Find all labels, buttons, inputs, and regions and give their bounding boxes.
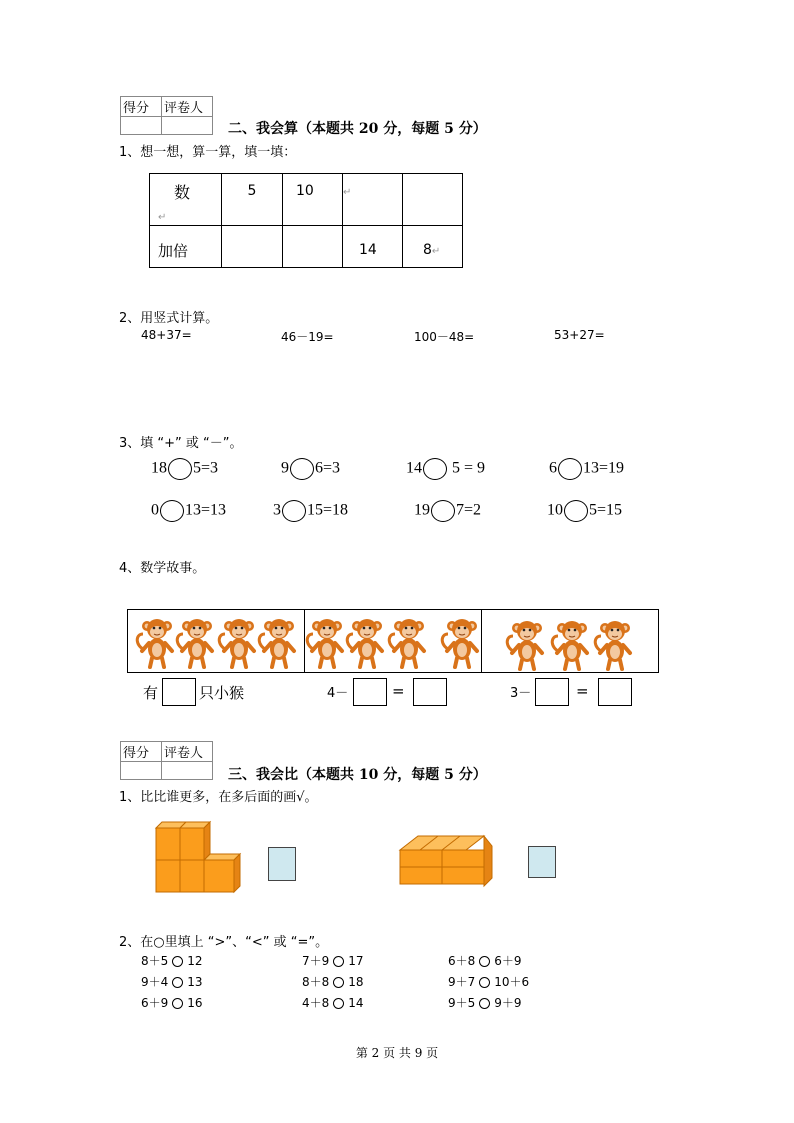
fill-sign-item: 14 5 = 9 (406, 458, 485, 480)
expr2-label: 3－ (510, 686, 532, 701)
compare-item: 9＋4 13 (141, 975, 203, 989)
answer-box[interactable] (413, 678, 447, 706)
fill-sign-item: 3 15=18 (273, 500, 348, 522)
score-box (120, 741, 213, 780)
score-cell[interactable] (121, 117, 162, 135)
compare-circle[interactable] (333, 956, 344, 967)
number-cell[interactable] (403, 174, 463, 226)
equals-sign: = (576, 682, 589, 700)
calc-item: 48+37= (141, 328, 192, 342)
equals-sign: = (392, 682, 405, 700)
cube-stack-right (396, 832, 496, 892)
double-cell: 14 (343, 226, 403, 268)
double-cell[interactable] (283, 226, 343, 268)
page-footer: 第 2 页 共 9 页 (355, 1046, 439, 1060)
fill-sign-item: 9 6=3 (281, 458, 340, 480)
monkeys-label: 只小猴 (199, 684, 245, 702)
q2-prompt: 2、用竖式计算。 (119, 311, 219, 326)
doubling-table (149, 173, 463, 268)
fill-sign-item: 6 13=19 (549, 458, 624, 480)
s3-q2-prompt: 2、在○里填上 “>”、“<” 或 “=”。 (119, 935, 329, 950)
sign-oval[interactable] (431, 500, 455, 522)
answer-box-right[interactable] (528, 846, 556, 878)
grader-cell[interactable] (162, 762, 213, 780)
score-box (120, 96, 213, 135)
compare-circle[interactable] (333, 977, 344, 988)
sign-oval[interactable] (282, 500, 306, 522)
double-cell: 8↵ (403, 226, 463, 268)
compare-circle[interactable] (172, 998, 183, 1009)
compare-item: 4＋8 14 (302, 996, 364, 1010)
answer-box[interactable] (353, 678, 387, 706)
number-cell: 10 (283, 174, 343, 226)
section-2-title: 二、我会算（本题共 20 分，每题 5 分） (228, 121, 487, 137)
header-cell-number: 数 ↵ (150, 174, 222, 226)
sign-oval[interactable] (160, 500, 184, 522)
fill-sign-item: 18 5=3 (151, 458, 218, 480)
double-cell[interactable] (222, 226, 283, 268)
compare-item: 6＋9 16 (141, 996, 203, 1010)
compare-item: 7＋9 17 (302, 954, 364, 968)
score-label: 得分 (121, 97, 162, 117)
fill-sign-item: 19 7=2 (414, 500, 481, 522)
sign-oval[interactable] (290, 458, 314, 480)
sign-oval[interactable] (558, 458, 582, 480)
sign-oval[interactable] (564, 500, 588, 522)
compare-circle[interactable] (172, 977, 183, 988)
compare-circle[interactable] (172, 956, 183, 967)
answer-box[interactable] (598, 678, 632, 706)
compare-item: 9＋7 10＋6 (448, 975, 530, 989)
header-cell-double: 加倍 (150, 226, 222, 268)
score-label: 得分 (121, 742, 162, 762)
compare-circle[interactable] (479, 977, 490, 988)
q4-prompt: 4、数学故事。 (119, 561, 206, 576)
answer-box[interactable] (535, 678, 569, 706)
fill-sign-item: 10 5=15 (547, 500, 622, 522)
answer-box[interactable] (162, 678, 196, 706)
fill-sign-item: 0 13=13 (151, 500, 226, 522)
calc-item: 46－19= (281, 330, 334, 344)
section-3-title: 三、我会比（本题共 10 分，每题 5 分） (228, 767, 487, 783)
compare-item: 6＋8 6＋9 (448, 954, 522, 968)
grader-label: 评卷人 (162, 97, 213, 117)
number-cell[interactable]: ↵ (343, 174, 403, 226)
monkey-story-picture (127, 609, 659, 673)
s3-q1-prompt: 1、比比谁更多，在多后面的画√。 (119, 790, 318, 805)
calc-item: 53+27= (554, 328, 605, 342)
cube-stack-left (150, 818, 250, 898)
q3-prompt: 3、填 “+” 或 “－”。 (119, 436, 243, 451)
sign-oval[interactable] (423, 458, 447, 480)
compare-circle[interactable] (479, 956, 490, 967)
have-label: 有 (143, 684, 159, 702)
q1-prompt: 1、想一想，算一算，填一填： (119, 145, 297, 160)
compare-circle[interactable] (333, 998, 344, 1009)
calc-item: 100－48= (414, 330, 475, 344)
sign-oval[interactable] (168, 458, 192, 480)
compare-item: 8＋5 12 (141, 954, 203, 968)
expr1-label: 4－ (327, 686, 349, 701)
answer-box-left[interactable] (268, 847, 296, 881)
compare-item: 9＋5 9＋9 (448, 996, 522, 1010)
number-cell: 5 (222, 174, 283, 226)
score-cell[interactable] (121, 762, 162, 780)
compare-item: 8＋8 18 (302, 975, 364, 989)
grader-label: 评卷人 (162, 742, 213, 762)
grader-cell[interactable] (162, 117, 213, 135)
compare-circle[interactable] (479, 998, 490, 1009)
